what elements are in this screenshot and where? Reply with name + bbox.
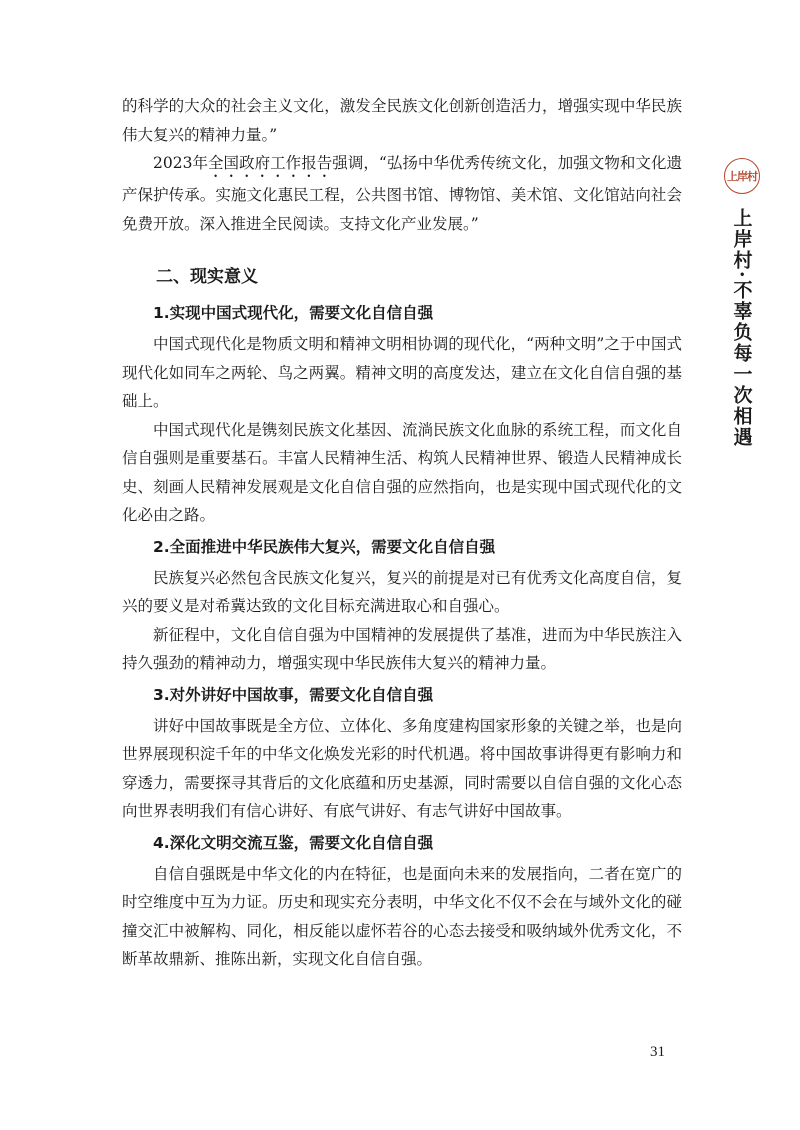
paragraph-2023-report (122, 149, 682, 238)
section-title: 二、现实意义 (156, 267, 258, 287)
side-branding (722, 158, 762, 448)
paragraph-2023-rest: 强调，“弘扬中华优秀传统文化，加强文物和文化遗产保护传承。实施文化惠民工程，公共图书馆、博物馆、美术馆、文化馆站向社会免费开放。深入推进全民阅读。支持文化产业发展。” (122, 154, 682, 233)
subsection-3-paragraph-1: 讲好中国故事既是全方位、立体化、多角度建构国家形象的关键之举，也是向世界展现积淀千年的中华文化焕发光彩的时代机遇。将中国故事讲得更有影响力和穿透力，需要探寻其背后的文化底蕴和历史基源，同时需要以自信自强的文化心态向世界表明我们有信心讲好、有底气讲好、有志气讲好中国故事。 (122, 716, 682, 820)
side-slogan: 上岸村·不辜负每一次相遇 (730, 208, 753, 448)
subsection-1-title: 1.实现中国式现代化，需要文化自信自强 (153, 304, 434, 322)
page-number: 31 (650, 1044, 665, 1060)
subsection-4-title: 4.深化文明交流互鉴，需要文化自信自强 (153, 833, 434, 852)
seal-logo-icon: 上岸村 (724, 158, 760, 194)
emphasized-report-name: 全国政府工作报告 (208, 154, 333, 172)
subsection-4-paragraph-1: 自信自强既是中华文化的内在特征，也是面向未来的发展指向，二者在宽广的时空维度中互为力证。历史和现实充分表明，中华文化不仅不会在与域外文化的碰撞交汇中被解构、同化，相反能以虚怀若谷的心态去接受和吸纳域外优秀文化，不断革故鼎新、推陈出新，实现文化自信自强。 (122, 864, 682, 968)
subsection-3-title: 3.对外讲好中国故事，需要文化自信自强 (153, 685, 434, 704)
paragraph-continuation: 的科学的大众的社会主义文化，激发全民族文化创新创造活力，增强实现中华民族伟大复兴的精神力量。” (122, 97, 682, 144)
subsection-2-paragraph-1: 民族复兴必然包含民族文化复兴，复兴的前提是对已有优秀文化高度自信，复兴的要义是对希冀达致的文化目标充满进取心和自强心。 (122, 568, 682, 615)
page-body (122, 92, 682, 974)
paragraph-2023-year: 2023年 (153, 154, 209, 172)
subsection-2-title: 2.全面推进中华民族伟大复兴，需要文化自信自强 (153, 537, 496, 556)
subsection-1-paragraph-2: 中国式现代化是镌刻民族文化基因、流淌民族文化血脉的系统工程，而文化自信自强则是重要基石。丰富人民精神生活、构筑人民精神世界、锻造人民精神成长史、刻画人民精神发展观是文化自信自强的应然指向，也是实现中国式现代化的文化必由之路。 (122, 420, 682, 524)
subsection-1-paragraph-1: 中国式现代化是物质文明和精神文明相协调的现代化，“两种文明”之于中国式现代化如同车之两轮、鸟之两翼。精神文明的高度发达，建立在文化自信自强的基础上。 (122, 335, 682, 410)
subsection-2-paragraph-2: 新征程中，文化自信自强为中国精神的发展提供了基准，进而为中华民族注入持久强劲的精神动力，增强实现中华民族伟大复兴的精神力量。 (122, 625, 682, 672)
